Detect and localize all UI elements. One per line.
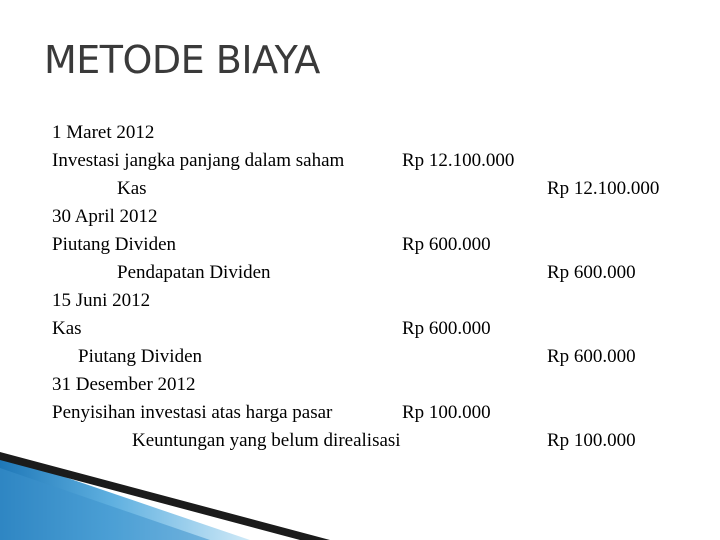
entry-date: 30 April 2012 [52, 206, 158, 227]
credit-amount: Rp 100.000 [547, 430, 636, 451]
entry-date: 15 Juni 2012 [52, 290, 151, 311]
debit-amount: Rp 600.000 [402, 234, 491, 255]
credit-amount: Rp 12.100.000 [547, 178, 660, 199]
debit-amount: Rp 600.000 [402, 318, 491, 339]
debit-amount: Rp 100.000 [402, 402, 491, 423]
entry-date: 31 Desember 2012 [52, 374, 196, 395]
debit-account: Penyisihan investasi atas harga pasar [52, 402, 333, 423]
credit-amount: Rp 600.000 [547, 346, 636, 367]
debit-amount: Rp 12.100.000 [402, 150, 515, 171]
credit-account: Kas [117, 178, 147, 199]
credit-account: Pendapatan Dividen [117, 262, 271, 283]
credit-amount: Rp 600.000 [547, 262, 636, 283]
entry-date: 1 Maret 2012 [52, 122, 155, 143]
debit-account: Investasi jangka panjang dalam saham [52, 150, 345, 171]
debit-account: Piutang Dividen [52, 234, 177, 255]
slide-title: METODE BIAYA [44, 38, 320, 82]
debit-account: Kas [52, 318, 82, 339]
credit-account: Keuntungan yang belum direalisasi [132, 430, 401, 451]
credit-account: Piutang Dividen [78, 346, 203, 367]
